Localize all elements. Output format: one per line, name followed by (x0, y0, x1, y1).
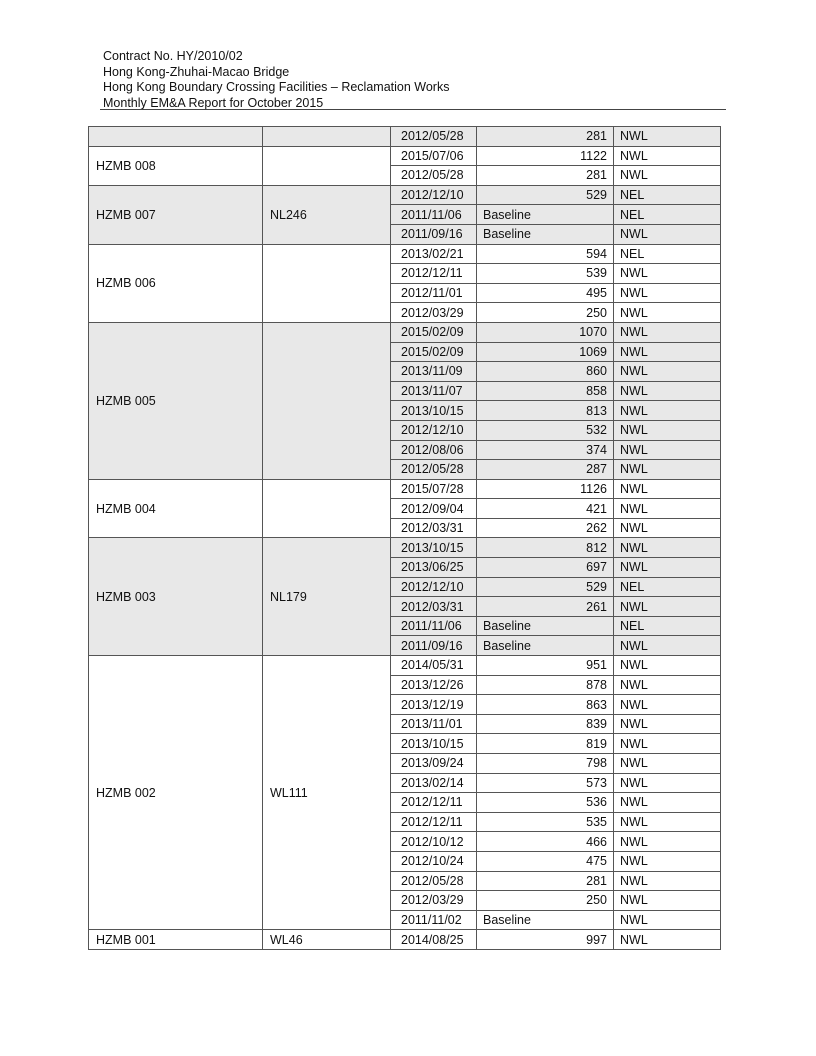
table-row (89, 538, 721, 558)
value-cell: 281 (477, 127, 614, 147)
date-cell: 2012/10/12 (391, 832, 477, 852)
direction-cell: NWL (614, 224, 721, 244)
value-cell: Baseline (477, 205, 614, 225)
alt-station-cell (263, 146, 391, 185)
direction-cell: NWL (614, 538, 721, 558)
date-cell: 2013/06/25 (391, 558, 477, 578)
value-cell: 951 (477, 656, 614, 676)
date-cell: 2012/12/10 (391, 577, 477, 597)
station-id-cell: HZMB 002 (89, 656, 263, 930)
direction-cell: NWL (614, 322, 721, 342)
monitoring-table-body (89, 127, 721, 950)
value-cell: 1126 (477, 479, 614, 499)
direction-cell: NWL (614, 656, 721, 676)
value-cell: 1070 (477, 322, 614, 342)
date-cell: 2013/12/26 (391, 675, 477, 695)
value-cell: 839 (477, 714, 614, 734)
date-cell: 2015/02/09 (391, 322, 477, 342)
direction-cell: NWL (614, 381, 721, 401)
value-cell: Baseline (477, 910, 614, 930)
direction-cell: NEL (614, 244, 721, 264)
value-cell: 495 (477, 283, 614, 303)
value-cell: 573 (477, 773, 614, 793)
direction-cell: NWL (614, 793, 721, 813)
direction-cell: NWL (614, 675, 721, 695)
value-cell: 697 (477, 558, 614, 578)
table-row (89, 146, 721, 166)
value-cell: 812 (477, 538, 614, 558)
date-cell: 2013/09/24 (391, 754, 477, 774)
value-cell: 594 (477, 244, 614, 264)
value-cell: 863 (477, 695, 614, 715)
value-cell: 250 (477, 891, 614, 911)
direction-cell: NWL (614, 127, 721, 147)
value-cell: 529 (477, 185, 614, 205)
station-id-cell: HZMB 001 (89, 930, 263, 950)
value-cell: 261 (477, 597, 614, 617)
direction-cell: NWL (614, 460, 721, 480)
direction-cell: NWL (614, 812, 721, 832)
date-cell: 2012/12/11 (391, 812, 477, 832)
station-id-cell: HZMB 004 (89, 479, 263, 538)
direction-cell: NWL (614, 518, 721, 538)
header-report-title: Monthly EM&A Report for October 2015 (103, 95, 324, 110)
date-cell: 2013/02/14 (391, 773, 477, 793)
date-cell: 2012/05/28 (391, 127, 477, 147)
direction-cell: NWL (614, 910, 721, 930)
value-cell: 860 (477, 362, 614, 382)
date-cell: 2011/11/02 (391, 910, 477, 930)
direction-cell: NWL (614, 401, 721, 421)
direction-cell: NWL (614, 303, 721, 323)
table-row (89, 127, 721, 147)
date-cell: 2011/11/06 (391, 616, 477, 636)
header-divider (100, 109, 726, 110)
direction-cell: NWL (614, 871, 721, 891)
value-cell: 529 (477, 577, 614, 597)
date-cell: 2011/09/16 (391, 224, 477, 244)
direction-cell: NWL (614, 930, 721, 950)
direction-cell: NWL (614, 264, 721, 284)
date-cell: 2013/10/15 (391, 401, 477, 421)
direction-cell: NWL (614, 597, 721, 617)
direction-cell: NWL (614, 714, 721, 734)
date-cell: 2012/03/29 (391, 891, 477, 911)
value-cell: 287 (477, 460, 614, 480)
value-cell: 536 (477, 793, 614, 813)
header-project: Hong Kong-Zhuhai-Macao Bridge (103, 64, 290, 79)
table-row (89, 930, 721, 950)
direction-cell: NWL (614, 283, 721, 303)
direction-cell: NWL (614, 166, 721, 186)
date-cell: 2013/10/15 (391, 734, 477, 754)
alt-station-cell (263, 479, 391, 538)
value-cell: 250 (477, 303, 614, 323)
date-cell: 2013/10/15 (391, 538, 477, 558)
header-facility: Hong Kong Boundary Crossing Facilities – Reclamation Works (103, 80, 450, 94)
date-cell: 2012/05/28 (391, 460, 477, 480)
station-id-cell: HZMB 006 (89, 244, 263, 322)
station-id-cell: HZMB 008 (89, 146, 263, 185)
value-cell: 798 (477, 754, 614, 774)
direction-cell: NWL (614, 362, 721, 382)
date-cell: 2012/12/10 (391, 420, 477, 440)
value-cell: Baseline (477, 636, 614, 656)
date-cell: 2013/11/09 (391, 362, 477, 382)
value-cell: Baseline (477, 224, 614, 244)
station-id-cell: HZMB 003 (89, 538, 263, 656)
value-cell: 1122 (477, 146, 614, 166)
value-cell: 997 (477, 930, 614, 950)
direction-cell: NWL (614, 695, 721, 715)
direction-cell: NWL (614, 146, 721, 166)
date-cell: 2012/12/10 (391, 185, 477, 205)
alt-station-cell: WL46 (263, 930, 391, 950)
report-header (103, 49, 723, 111)
value-cell: 532 (477, 420, 614, 440)
direction-cell: NEL (614, 616, 721, 636)
value-cell: 878 (477, 675, 614, 695)
value-cell: 374 (477, 440, 614, 460)
monitoring-table-container (88, 126, 720, 950)
alt-station-cell (263, 244, 391, 322)
date-cell: 2012/03/29 (391, 303, 477, 323)
date-cell: 2011/09/16 (391, 636, 477, 656)
date-cell: 2012/05/28 (391, 871, 477, 891)
date-cell: 2012/08/06 (391, 440, 477, 460)
value-cell: 281 (477, 166, 614, 186)
date-cell: 2013/11/07 (391, 381, 477, 401)
date-cell: 2015/07/06 (391, 146, 477, 166)
direction-cell: NWL (614, 479, 721, 499)
date-cell: 2012/12/11 (391, 793, 477, 813)
table-row (89, 322, 721, 342)
date-cell: 2013/02/21 (391, 244, 477, 264)
value-cell: 475 (477, 851, 614, 871)
table-row (89, 185, 721, 205)
value-cell: Baseline (477, 616, 614, 636)
date-cell: 2012/03/31 (391, 597, 477, 617)
station-id-cell: HZMB 007 (89, 185, 263, 244)
date-cell: 2015/02/09 (391, 342, 477, 362)
direction-cell: NWL (614, 734, 721, 754)
value-cell: 539 (477, 264, 614, 284)
alt-station-cell (263, 127, 391, 147)
date-cell: 2012/11/01 (391, 283, 477, 303)
value-cell: 421 (477, 499, 614, 519)
direction-cell: NWL (614, 832, 721, 852)
direction-cell: NWL (614, 754, 721, 774)
direction-cell: NWL (614, 891, 721, 911)
value-cell: 819 (477, 734, 614, 754)
table-row (89, 479, 721, 499)
direction-cell: NWL (614, 773, 721, 793)
date-cell: 2012/10/24 (391, 851, 477, 871)
direction-cell: NWL (614, 558, 721, 578)
date-cell: 2012/12/11 (391, 264, 477, 284)
table-row (89, 244, 721, 264)
direction-cell: NWL (614, 420, 721, 440)
header-contract-no: Contract No. HY/2010/02 (103, 49, 243, 63)
direction-cell: NEL (614, 577, 721, 597)
value-cell: 813 (477, 401, 614, 421)
alt-station-cell: NL179 (263, 538, 391, 656)
value-cell: 466 (477, 832, 614, 852)
direction-cell: NWL (614, 440, 721, 460)
date-cell: 2014/05/31 (391, 656, 477, 676)
station-id-cell: HZMB 005 (89, 322, 263, 479)
date-cell: 2013/12/19 (391, 695, 477, 715)
value-cell: 858 (477, 381, 614, 401)
monitoring-table (88, 126, 721, 950)
date-cell: 2014/08/25 (391, 930, 477, 950)
date-cell: 2015/07/28 (391, 479, 477, 499)
direction-cell: NWL (614, 499, 721, 519)
date-cell: 2012/05/28 (391, 166, 477, 186)
direction-cell: NWL (614, 342, 721, 362)
direction-cell: NWL (614, 851, 721, 871)
station-id-cell (89, 127, 263, 147)
direction-cell: NEL (614, 205, 721, 225)
value-cell: 535 (477, 812, 614, 832)
alt-station-cell: WL111 (263, 656, 391, 930)
value-cell: 281 (477, 871, 614, 891)
date-cell: 2012/09/04 (391, 499, 477, 519)
alt-station-cell: NL246 (263, 185, 391, 244)
date-cell: 2012/03/31 (391, 518, 477, 538)
direction-cell: NEL (614, 185, 721, 205)
alt-station-cell (263, 322, 391, 479)
date-cell: 2013/11/01 (391, 714, 477, 734)
direction-cell: NWL (614, 636, 721, 656)
table-row (89, 656, 721, 676)
value-cell: 1069 (477, 342, 614, 362)
date-cell: 2011/11/06 (391, 205, 477, 225)
value-cell: 262 (477, 518, 614, 538)
